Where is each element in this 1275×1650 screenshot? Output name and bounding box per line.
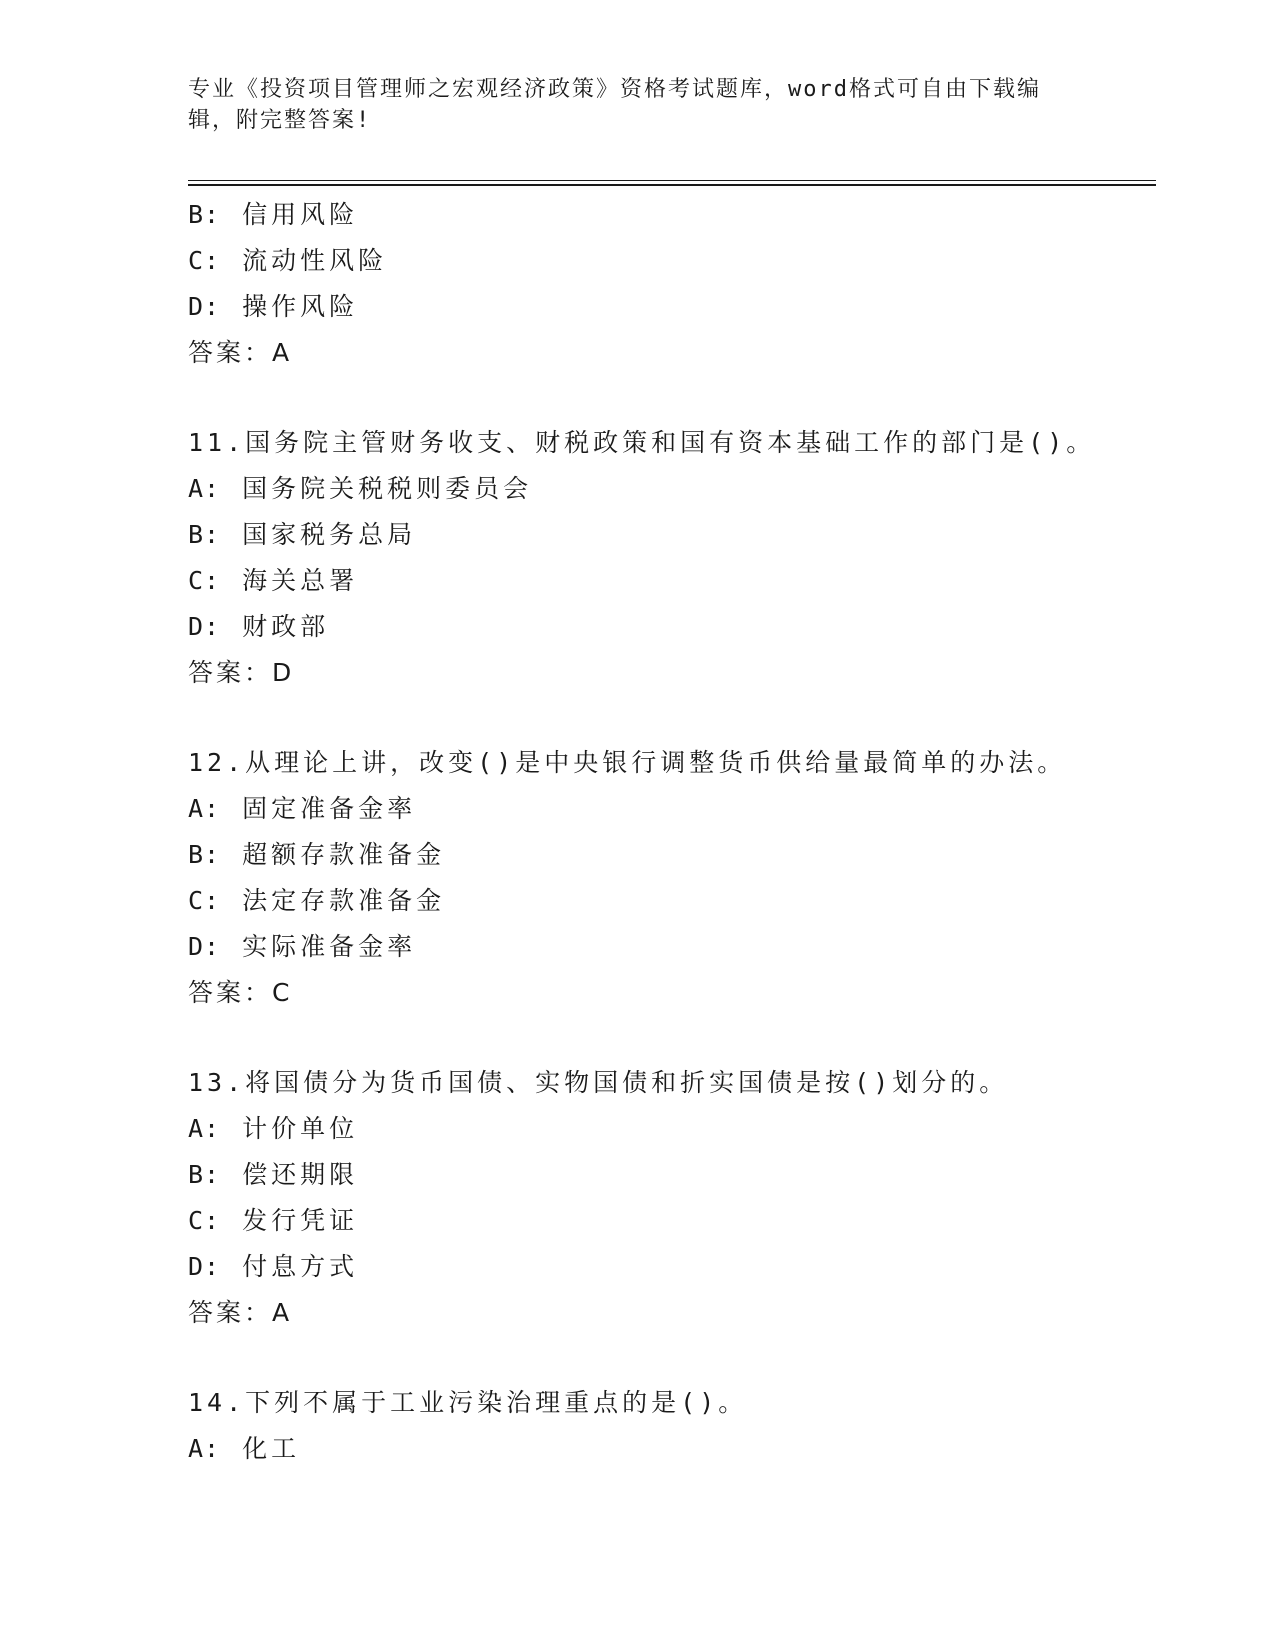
option-letter: D: [188,932,221,961]
answer-line: 答案：A [188,338,293,367]
option-text: 发行凭证 [242,1206,359,1235]
option-letter: A: [188,1114,221,1143]
option-text: 固定准备金率 [242,794,417,823]
option-text: 操作风险 [242,292,359,321]
header-rule-thin [188,180,1156,181]
document-header [188,74,1088,136]
option-row [188,1198,1148,1244]
option-text: 偿还期限 [242,1160,359,1189]
question-block [188,1060,1148,1336]
option-text: 实际准备金率 [242,932,417,961]
option-letter: D: [188,1252,221,1281]
option-row [188,238,1148,284]
option-letter: B: [188,520,221,549]
option-letter: D: [188,292,221,321]
option-row [188,1244,1148,1290]
header-line-2: 辑，附完整答案! [188,108,372,133]
header-line-1: 专业《投资项目管理师之宏观经济政策》资格考试题库，word格式可自由下载编 [188,77,1041,102]
option-letter: A: [188,794,221,823]
option-row [188,878,1148,924]
question-block [188,740,1148,1016]
option-row [188,924,1148,970]
answer-line: 答案：A [188,1298,293,1327]
option-row [188,466,1148,512]
header-rule-thick [188,184,1156,186]
option-letter: A: [188,474,221,503]
question-fragment [188,192,1148,376]
option-text: 信用风险 [242,200,359,229]
option-row [188,192,1148,238]
option-row [188,832,1148,878]
question-stem: 11.国务院主管财务收支、财税政策和国有资本基础工作的部门是()。 [188,428,1096,457]
option-letter: C: [188,886,221,915]
option-row [188,1152,1148,1198]
option-letter: B: [188,1160,221,1189]
option-letter: B: [188,200,221,229]
option-row [188,786,1148,832]
option-text: 海关总署 [242,566,359,595]
answer-line: 答案：C [188,978,293,1007]
option-row [188,512,1148,558]
option-letter: C: [188,566,221,595]
question-stem: 12.从理论上讲，改变()是中央银行调整货币供给量最简单的办法。 [188,748,1067,777]
option-row [188,284,1148,330]
option-row [188,604,1148,650]
answer-line: 答案：D [188,658,295,687]
option-row [188,558,1148,604]
option-text: 流动性风险 [242,246,388,275]
option-row [188,1106,1148,1152]
option-letter: A: [188,1434,221,1463]
question-list [188,192,1148,1472]
option-letter: D: [188,612,221,641]
option-text: 化工 [242,1434,301,1463]
option-letter: B: [188,840,221,869]
option-text: 法定存款准备金 [242,886,446,915]
option-text: 国务院关税税则委员会 [242,474,533,503]
question-stem: 13.将国债分为货币国债、实物国债和折实国债是按()划分的。 [188,1068,1009,1097]
option-text: 国家税务总局 [242,520,417,549]
question-block [188,1380,1148,1472]
question-block [188,420,1148,696]
option-text: 付息方式 [242,1252,359,1281]
option-text: 财政部 [242,612,330,641]
option-letter: C: [188,246,221,275]
option-letter: C: [188,1206,221,1235]
question-stem: 14.下列不属于工业污染治理重点的是()。 [188,1388,748,1417]
option-row [188,1426,1148,1472]
option-text: 计价单位 [242,1114,359,1143]
option-text: 超额存款准备金 [242,840,446,869]
